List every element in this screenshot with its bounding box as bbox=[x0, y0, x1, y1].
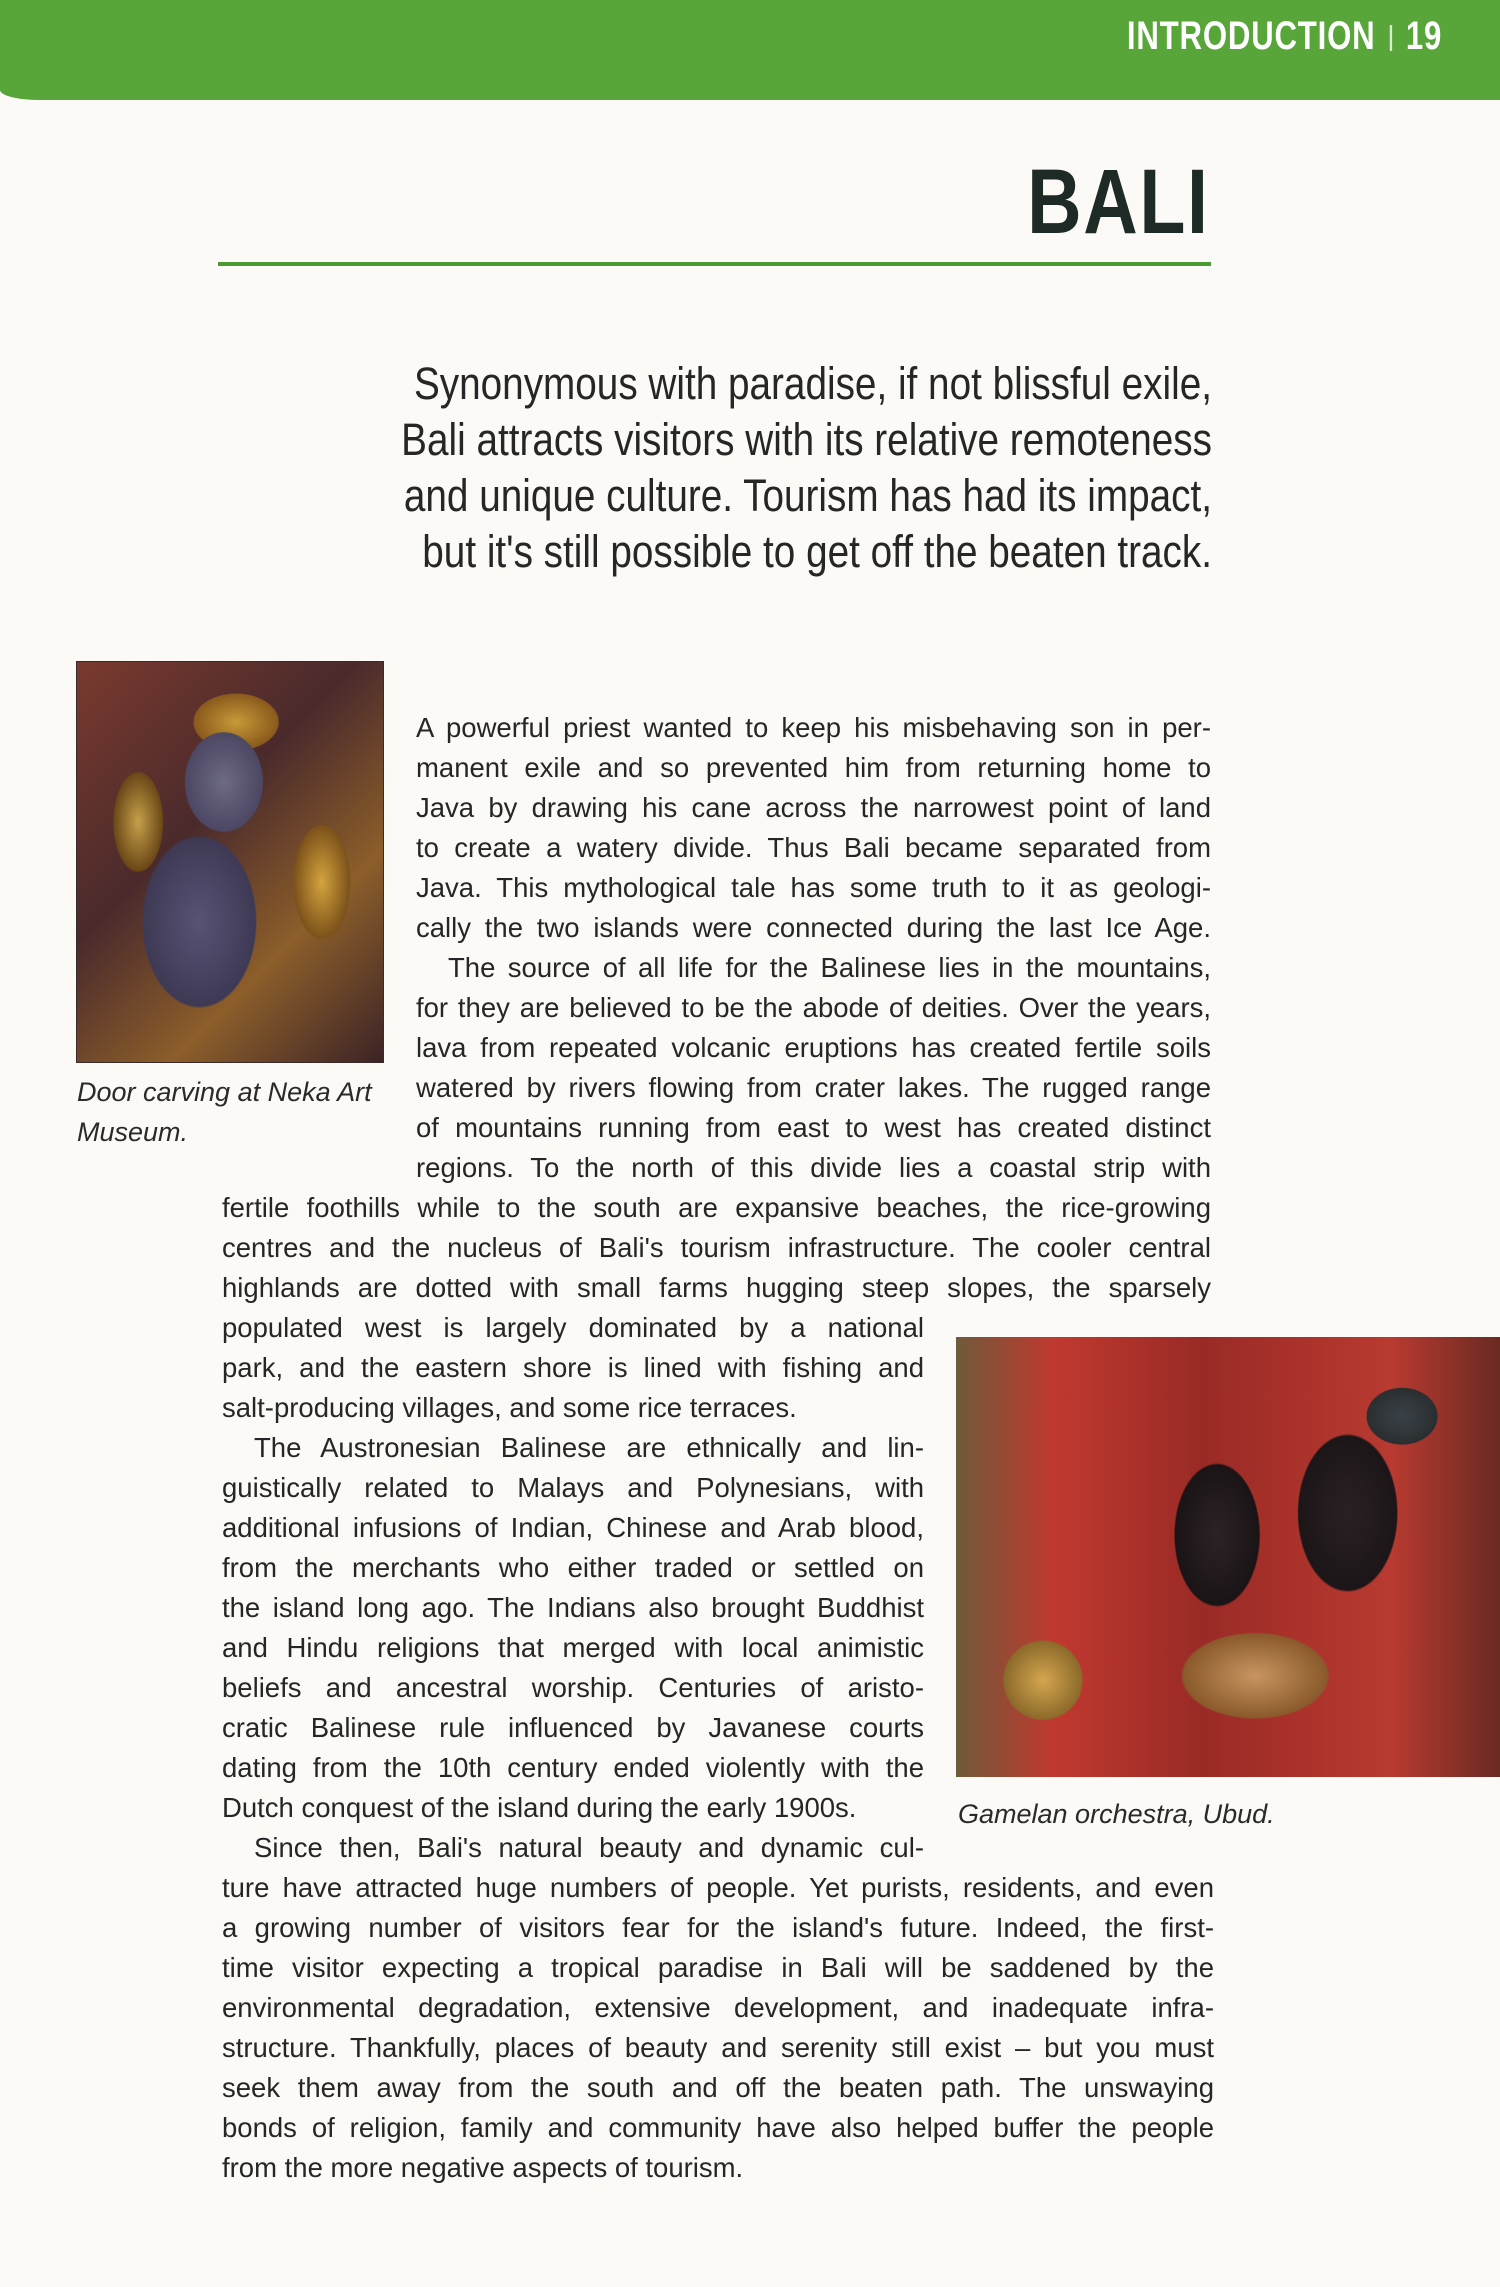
body-line: from the more negative aspects of tourism. bbox=[222, 2152, 744, 2183]
body-line: The source of all life for the Balinese lies in the mountains, bbox=[448, 952, 1211, 983]
body-line: Java. This mythological tale has some truth to it as geologi- bbox=[416, 872, 1211, 903]
body-line: beliefs and ancestral worship. Centuries of aristo- bbox=[222, 1672, 924, 1703]
body-line: a growing number of visitors fear for the island's future. Indeed, the first- bbox=[222, 1912, 1214, 1943]
body-line: seek them away from the south and off the beaten path. The unswaying bbox=[222, 2072, 1214, 2103]
body-line: for they are believed to be the abode of deities. Over the years, bbox=[416, 992, 1211, 1023]
body-line: guistically related to Malays and Polynesians, with bbox=[222, 1472, 924, 1503]
body-line: Since then, Bali's natural beauty and dynamic cul- bbox=[254, 1832, 924, 1863]
section-banner bbox=[0, 0, 1500, 100]
intro-line: and unique culture. Tourism has had its impact, bbox=[403, 470, 1212, 521]
body-line: bonds of religion, family and community have also helped buffer the people bbox=[222, 2112, 1214, 2143]
body-line: Dutch conquest of the island during the early 1900s. bbox=[222, 1792, 857, 1823]
body-line: additional infusions of Indian, Chinese and Arab blood, bbox=[222, 1512, 924, 1543]
body-line: environmental degradation, extensive development, and inadequate infra- bbox=[222, 1992, 1214, 2023]
door-carving-caption: Door carving at Neka Art Museum. bbox=[77, 1077, 372, 1147]
body-line: fertile foothills while to the south are expansive beaches, the rice-growing bbox=[222, 1192, 1211, 1223]
body-line: park, and the eastern shore is lined with fishing and bbox=[222, 1352, 924, 1383]
intro-line: Synonymous with paradise, if not blissful exile, bbox=[413, 358, 1212, 409]
body-line: regions. To the north of this divide lies a coastal strip with bbox=[416, 1152, 1211, 1183]
body-line: watered by rivers flowing from crater lakes. The rugged range bbox=[416, 1072, 1211, 1103]
body-line: ture have attracted huge numbers of people. Yet purists, residents, and even bbox=[222, 1872, 1214, 1903]
body-line: time visitor expecting a tropical paradise in Bali will be saddened by the bbox=[222, 1952, 1214, 1983]
body-line: The Austronesian Balinese are ethnically and lin- bbox=[254, 1432, 924, 1463]
body-line: from the merchants who either traded or settled on bbox=[222, 1552, 924, 1583]
body-line: cally the two islands were connected during the last Ice Age. bbox=[416, 912, 1211, 943]
body-line: salt-producing villages, and some rice terraces. bbox=[222, 1392, 797, 1423]
intro-standfirst bbox=[380, 356, 1212, 580]
body-line: dating from the 10th century ended violently with the bbox=[222, 1752, 924, 1783]
intro-line: Bali attracts visitors with its relative remoteness bbox=[401, 414, 1212, 465]
body-line: to create a watery divide. Thus Bali became separated from bbox=[416, 832, 1211, 863]
gamelan-caption: Gamelan orchestra, Ubud. bbox=[958, 1799, 1275, 1829]
body-line: cratic Balinese rule influenced by Javanese courts bbox=[222, 1712, 924, 1743]
section-label: INTRODUCTION bbox=[1126, 14, 1376, 58]
body-line: highlands are dotted with small farms hugging steep slopes, the sparsely bbox=[222, 1272, 1211, 1303]
door-carving-photo bbox=[76, 661, 384, 1063]
body-line: of mountains running from east to west has created distinct bbox=[416, 1112, 1211, 1143]
running-header bbox=[1127, 14, 1442, 59]
header-divider bbox=[1389, 25, 1391, 51]
body-line: populated west is largely dominated by a national bbox=[222, 1312, 924, 1343]
page-title: BALI bbox=[1027, 151, 1210, 253]
body-line: A powerful priest wanted to keep his misbehaving son in per- bbox=[416, 712, 1211, 743]
body-line: the island long ago. The Indians also brought Buddhist bbox=[222, 1592, 924, 1623]
body-line: and Hindu religions that merged with local animistic bbox=[222, 1632, 924, 1663]
body-line: Java by drawing his cane across the narrowest point of land bbox=[416, 792, 1211, 823]
intro-line: but it's still possible to get off the beaten track. bbox=[422, 526, 1212, 577]
body-line: lava from repeated volcanic eruptions has created fertile soils bbox=[416, 1032, 1211, 1063]
body-line: structure. Thankfully, places of beauty and serenity still exist – but you must bbox=[222, 2032, 1214, 2063]
body-line: manent exile and so prevented him from returning home to bbox=[416, 752, 1211, 783]
gamelan-orchestra-photo bbox=[956, 1337, 1500, 1777]
title-rule bbox=[218, 262, 1211, 266]
page-number: 19 bbox=[1405, 14, 1442, 58]
body-line: centres and the nucleus of Bali's tourism infrastructure. The cooler central bbox=[222, 1232, 1211, 1263]
